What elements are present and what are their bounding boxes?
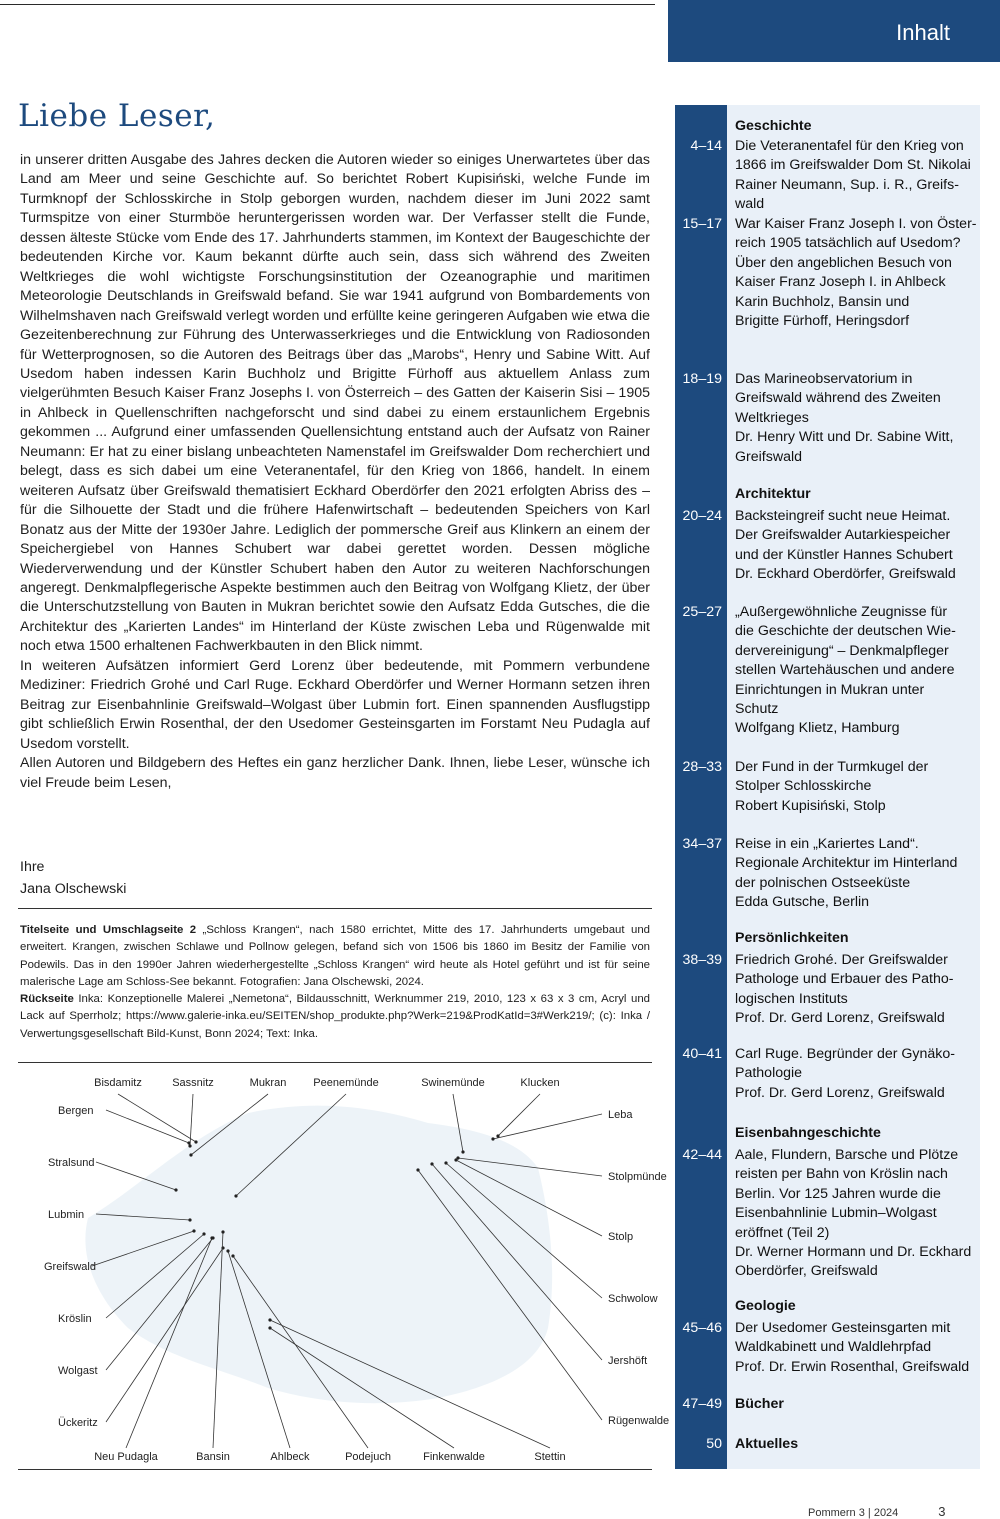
toc-entry-title: Backsteingreif sucht neue Heimat. Der Greifswalder Autarkiespeicher und der Künstler Hannes Schubert Dr. Eckhard Oberdörfer, Greifswald <box>735 508 956 583</box>
toc-entry[interactable] <box>675 370 980 467</box>
map-place-label: Jershöft <box>608 1355 648 1367</box>
toc-entry[interactable] <box>675 1045 980 1103</box>
map-place-label: Ückeritz <box>58 1417 98 1429</box>
map-place-label: Lubmin <box>48 1209 85 1221</box>
map-location-dot <box>268 1318 271 1321</box>
map-location-dot <box>416 1168 419 1171</box>
map-place-label: Klucken <box>520 1077 560 1089</box>
toc-entry[interactable] <box>675 603 980 739</box>
toc-page-range: 34–37 <box>682 836 722 852</box>
toc-page-range: 18–19 <box>682 371 722 387</box>
back-caption-label: Rückseite <box>20 993 74 1006</box>
toc-page-range: 47–49 <box>682 1396 722 1412</box>
toc-entry-title: War Kaiser Franz Joseph I. von Öster- reich 1905 tatsächlich auf Usedom? Über den angeblichen Besuch von Kaiser Franz Joseph I. in Ahlbeck Karin Buchholz, Bansin und Brigitte Fürhoff, Heringsdorf <box>735 216 977 330</box>
toc-section-heading: Geschichte <box>735 118 812 134</box>
map-location-dot <box>226 1249 229 1252</box>
map-leader-line <box>106 1110 189 1143</box>
toc-section <box>675 929 980 1101</box>
editorial-paragraph: Allen Autoren und Bildgebern des Heftes ein ganz herzlicher Dank. Ihnen, liebe Leser, wünsche ich viel Freude beim Lesen, <box>20 755 650 791</box>
map-location-dot <box>496 1134 499 1137</box>
map-place-label: Neu Pudagla <box>94 1451 158 1463</box>
map-location-dot <box>194 1140 197 1143</box>
toc-entry-title: Carl Ruge. Begründer der Gynäko- Pathologie Prof. Dr. Gerd Lorenz, Greifswald <box>735 1046 956 1101</box>
cover-caption <box>20 922 650 1043</box>
toc-entry[interactable] <box>675 1146 980 1282</box>
map-place-label: Stettin <box>534 1451 566 1463</box>
map-location-dot <box>234 1194 237 1197</box>
toc-section <box>675 1297 980 1375</box>
map-place-label: Peenemünde <box>313 1077 379 1089</box>
map-separator <box>18 1469 652 1470</box>
map-leader-line <box>190 1094 193 1146</box>
toc-section-heading: Eisenbahngeschichte <box>735 1125 881 1141</box>
toc-entry[interactable] <box>675 1395 980 1414</box>
map-location-dot <box>231 1254 234 1257</box>
map-place-label: Finkenwalde <box>423 1451 485 1463</box>
back-caption-text: Inka: Konzeptionelle Malerei „Nemetona“, Bildausschnitt, Werknummer 219, 2010, 123 x 63 x 3 cm, Acryl und Lack auf Sperrholz; https://www.galerie-inka.eu/SEITEN/shop_produkte.php?Werk=219&ProdKatId=3#Werk219/; (c): Inka / Verwertungsgesellschaft Bild-Kunst, Bonn 2024; Text: Inka. <box>20 993 650 1040</box>
map-place-label: Stolpmünde <box>608 1171 667 1183</box>
toc-entry[interactable] <box>675 951 980 1029</box>
closing-word: Ihre <box>20 859 45 875</box>
caption-separator-bottom <box>18 1062 652 1063</box>
editorial-signoff <box>20 856 126 900</box>
toc-entry[interactable] <box>675 835 980 913</box>
toc-entry[interactable] <box>675 1319 980 1377</box>
map-location-dot <box>210 1236 213 1239</box>
caption-separator-top <box>18 908 652 909</box>
toc-page-range: 20–24 <box>682 508 722 524</box>
editorial-paragraph: In weiteren Aufsätzen informiert Gerd Lorenz über bedeutende, mit Pommern verbundene Mediziner: Friedrich Grohé und Carl Ruge. Eckhard Oberdörfer und Werner Hormann setzen ihren Beitrag zur Eisenbahnlinie Greifswald–Wolgast über Lubmin fort. Einen spannenden Ausflugstipp gibt schließlich Erwin Rosenthal, der den Usedomer Gesteinsgarten im Forstamt Neu Pudagla auf Usedom vorstellt. <box>20 657 650 752</box>
map-place-label: Podejuch <box>345 1451 391 1463</box>
map-leader-line <box>118 1094 196 1142</box>
toc-entry[interactable] <box>675 1435 980 1454</box>
toc-entry-title: Aale, Flundern, Barsche und Plötze reisten per Bahn von Kröslin nach Berlin. Vor 125 Jahren wurde die Eisenbahnlinie Lubmin–Wolgast eröffnet (Teil 2) Dr. Werner Hormann und Dr. Eckhard Oberdörfer, Greifswald <box>735 1147 972 1280</box>
toc-entry[interactable] <box>675 507 980 585</box>
toc-entry-title: Der Usedomer Gesteinsgarten mit Waldkabinett und Waldlehrpfad Prof. Dr. Erwin Rosenthal, Greifswald <box>735 1320 970 1375</box>
coastline-shape <box>85 1106 552 1404</box>
toc-entry-title: Die Veteranentafel für den Krieg von 1866 im Greifswalder Dom St. Nikolai Rainer Neumann, Sup. i. R., Greifs- wald <box>735 138 971 213</box>
top-rule <box>0 4 655 5</box>
toc-page-range: 42–44 <box>682 1147 722 1163</box>
toc-section <box>675 485 980 911</box>
toc-entry[interactable] <box>675 215 980 331</box>
map-location-dot <box>187 1141 190 1144</box>
locations-map <box>18 1068 670 1468</box>
toc-entry-title: Bücher <box>735 1396 784 1412</box>
map-place-label: Schwolow <box>608 1293 658 1305</box>
map-place-label: Mukran <box>249 1077 287 1089</box>
author-name: Jana Olschewski <box>20 881 127 897</box>
map-place-label: Rügenwalde <box>608 1415 670 1427</box>
footer-magazine: Pommern 3 | 2024 <box>808 1507 899 1519</box>
map-location-dot <box>430 1162 433 1165</box>
map-place-label: Leba <box>608 1109 633 1121</box>
map-place-label: Wolgast <box>58 1365 98 1377</box>
toc-entry-title: Das Marineobservatorium in Greifswald während des Zweiten Weltkrieges Dr. Henry Witt und Dr. Sabine Witt, Greifswald <box>735 371 954 465</box>
map-place-label: Ahlbeck <box>270 1451 310 1463</box>
map-place-label: Sassnitz <box>172 1077 214 1089</box>
map-leader-line <box>493 1114 602 1139</box>
map-place-label: Stolp <box>608 1231 634 1243</box>
toc-page-range: 50 <box>706 1436 722 1452</box>
toc-page-range: 38–39 <box>682 952 722 968</box>
toc-page-range: 4–14 <box>690 138 722 154</box>
page-footer <box>808 1504 946 1519</box>
toc-page-range: 25–27 <box>682 604 722 620</box>
contents-tab <box>668 0 1000 62</box>
toc-entry-title: Reise in ein „Kariertes Land“. Regionale Architektur im Hinterland der polnischen Ostseeküste Edda Gutsche, Berlin <box>735 836 958 911</box>
toc-section-heading: Architektur <box>735 486 811 502</box>
map-place-label: Bansin <box>196 1451 230 1463</box>
toc-entry[interactable] <box>675 758 980 816</box>
map-location-dot <box>189 1153 192 1156</box>
cover-caption-front <box>20 922 650 991</box>
contents-tab-label: Inhalt <box>896 20 950 45</box>
editorial-paragraph: in unserer dritten Ausgabe des Jahres decken die Autoren wieder so einiges Unerwartetes über das Land am Meer und seine Geschichte auf. So berichtet Robert Kupisiński, welche Funde im Turmknopf der Schlosskirche in Stolp geborgen wurden, nachdem dieser im Juni 2022 samt Turmspitze von einer Sturmböe heruntergerissen worden war. Der Verfasser stellt die Funde, dessen älteste Stücke vom Ende des 17. Jahrhunderts stammen, im Kontext der Baugeschichte der bedeutenden Kirche vor. Kaum bekannt dürfte auch sein, dass sich während des Zweiten Weltkrieges die wohl wichtigste Forschungsinstitution der Ozeanographie und maritimen Meteorologie Deutschlands in Greifswald befand. Sie war 1941 aufgrund von Bombardements von Wilhelmshaven nach Greifswald verlegt worden und erfüllte keine geringeren Aufgaben wie etwa die Gezeitenberechnung zur Führung des Unterwasserkrieges und die Entwicklung von Radiosonden für Wetterprognosen, so die Autoren des Beitrags über das „Marobs“, Henry und Sabine Witt. Auf Usedom haben indessen Karin Buchholz und Brigitte Fürhoff aus aktuellem Anlass zum vielgerühmten Besuch Kaiser Franz Josephs I. von Österreich – des Gatten der Kaiserin Sisi – 1905 in Ahlbeck in Quellenschriften nachgeforscht und sind dabei zu einem erstaunlichem Ergebnis gekommen ... Aufgrund einer umfassenden Quellensichtung entstand auch der Aufsatz von Rainer Neumann: Er hat zu einer bislang unbeachteten Namenstafel im Greifswalder Dom recherchiert und belegt, dass es sich dabei um eine Veteranentafel, für den Krieg von 1866, handelt. In einem weiteren Aufsatz über Greifswald thematisiert Eckhard Oberdörfer den 2021 erfolgten Abriss des – für die Silhouette der Stadt und die frühere Hafenwirtschaft – bedeutenden Speichers von Karl Bonatz aus der Mitte der 1930er Jahre. Lediglich der pommersche Greif aus Klinkern an einem der Speichergiebel von Hannes Schubert war dabei gerettet worden. Dessen mögliche Wiederverwendung und der Künstler Schubert haben den Autor zu weiteren Nachforschungen angeregt. Denkmalpflegerische Aspekte bestimmen auch den Beitrag von Wolfgang Klietz, der über die Unterschutzstellung von Bauten in Mukran berichtet sowie den Aufsatz Edda Gutsches, die die Architektur des „Karierten Landes“ im Hinterland der Küste zwischen Leba und Rügenwalde mit noch etwa 1500 erhaltenen Fachwerkbauten in den Blick nimmt. <box>20 152 650 655</box>
toc-page-range: 40–41 <box>682 1046 722 1062</box>
map-place-label: Bisdamitz <box>94 1077 142 1089</box>
cover-caption-label: Titelseite und Umschlagseite 2 <box>20 924 197 936</box>
map-place-label: Bergen <box>58 1105 94 1117</box>
map-location-dot <box>221 1230 224 1233</box>
toc-entry-title: Aktuelles <box>735 1436 799 1452</box>
cover-caption-text: „Schloss Krangen“, nach 1580 errichtet, Mitte des 17. Jahrhunderts umgebaut und erweitert. Krangen, zwischen Schlawe und Pollnow gelegen, befand sich von 1506 bis 1860 im Besitz der Familie von Podewils. Das in den 1990er Jahren wiederhergestellte „Schloss Krangen“ wird heute als Hotel geführt und ist für seine malerische Lage am Schloss-See bekannt. Fotografien: Jana Olschewski, 2024. <box>20 924 650 988</box>
toc-page-range: 45–46 <box>682 1320 722 1336</box>
map-location-dot <box>444 1161 447 1164</box>
footer-page-number: 3 <box>938 1504 946 1519</box>
toc-entry-title: Der Fund in der Turmkugel der Stolper Schlosskirche Robert Kupisiński, Stolp <box>735 759 929 814</box>
toc-page-range: 15–17 <box>682 216 722 232</box>
toc-section <box>675 117 980 465</box>
map-place-label: Swinemünde <box>421 1077 485 1089</box>
cover-caption-back <box>20 991 650 1043</box>
map-location-dot <box>174 1188 177 1191</box>
map-place-label: Kröslin <box>58 1313 92 1325</box>
map-location-dot <box>454 1158 457 1161</box>
map-location-dot <box>461 1150 464 1153</box>
map-location-dot <box>192 1229 195 1232</box>
toc-section-heading: Geologie <box>735 1298 796 1314</box>
map-location-dot <box>268 1326 271 1329</box>
toc-entry-title: Friedrich Grohé. Der Greifswalder Pathologe und Erbauer des Patho- logischen Instituts Prof. Dr. Gerd Lorenz, Greifswald <box>735 952 954 1027</box>
map-location-dot <box>491 1137 494 1140</box>
map-location-dot <box>188 1144 191 1147</box>
map-place-label: Greifswald <box>44 1261 96 1273</box>
editorial-greeting: Liebe Leser, <box>18 98 216 134</box>
toc-page-range: 28–33 <box>682 759 722 775</box>
toc-section <box>675 1124 980 1280</box>
toc-section-heading: Persönlichkeiten <box>735 930 849 946</box>
map-place-label: Stralsund <box>48 1157 95 1169</box>
map-graphic <box>18 1068 670 1468</box>
editorial-text <box>20 151 650 793</box>
map-location-dot <box>188 1218 191 1221</box>
toc-entry[interactable] <box>675 137 980 215</box>
map-location-dot <box>202 1232 205 1235</box>
toc-entry-title: „Außergewöhnliche Zeugnisse für die Geschichte der deutschen Wie- dervereinigung“ – Denkmalpfleger stellen Wartehäuschen und andere Einrichtungen in Mukran unter Schutz Wolfgang Klietz, Hamburg <box>735 604 956 737</box>
